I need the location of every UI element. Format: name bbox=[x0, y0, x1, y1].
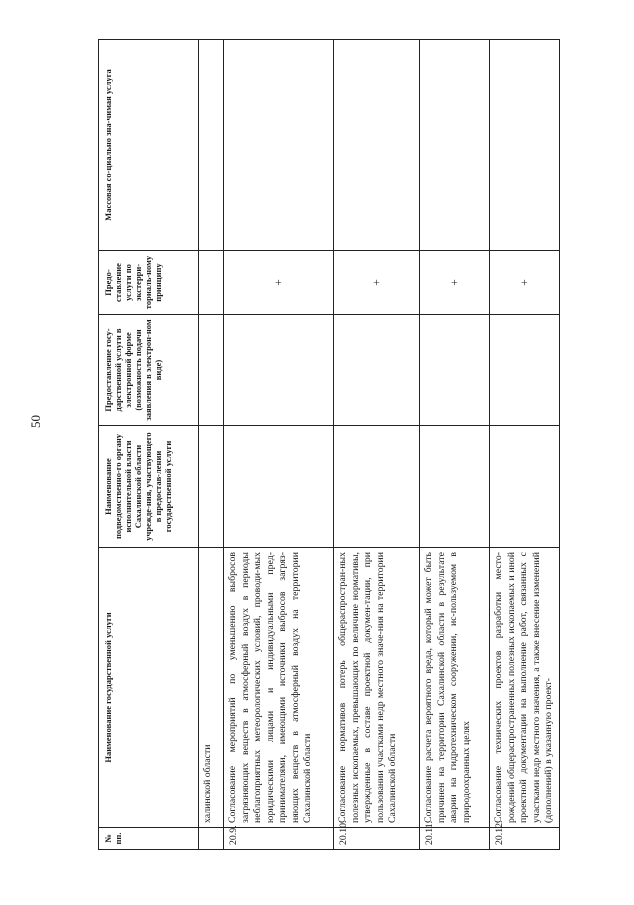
row-extraterritorial: + bbox=[334, 251, 420, 315]
row-agency bbox=[199, 426, 224, 548]
row-extraterritorial bbox=[199, 251, 224, 315]
row-extraterritorial: + bbox=[224, 251, 334, 315]
row-num bbox=[199, 828, 224, 850]
table-row bbox=[334, 40, 420, 850]
table-row bbox=[224, 40, 334, 850]
row-electronic bbox=[420, 315, 490, 426]
row-electronic bbox=[334, 315, 420, 426]
row-num: 20.10. bbox=[334, 828, 420, 850]
row-mass bbox=[224, 40, 334, 251]
header-electronic: Предоставление госу-дарственной услуги в электронной форме (возможность подачи заявления в электрон-ном виде) bbox=[99, 315, 199, 426]
row-extraterritorial: + bbox=[420, 251, 490, 315]
header-num: № пп. bbox=[99, 828, 199, 850]
header-agency: Наименование подведомственно-го органу исполнительной власти Сахалинской области учрежде-ния, участвующего в предостав-лении государственной услуги bbox=[99, 426, 199, 548]
row-electronic bbox=[199, 315, 224, 426]
header-mass: Массовая со-циально зна-чимая услуга bbox=[99, 40, 199, 251]
row-mass bbox=[420, 40, 490, 251]
table-row bbox=[199, 40, 224, 850]
row-electronic bbox=[490, 315, 560, 426]
table-header-row bbox=[99, 40, 199, 850]
row-agency bbox=[490, 426, 560, 548]
row-agency bbox=[334, 426, 420, 548]
row-electronic bbox=[224, 315, 334, 426]
row-num: 20.11. bbox=[420, 828, 490, 850]
row-service: Согласование нормативов потерь общераспростран-ных полезных ископаемых, превышающих по величине нормативы, утвержденные в составе проектной докумен-тации, при пользовании участками недр местного значе-ния на территории Сахалинской области bbox=[334, 548, 420, 828]
page-number: 50 bbox=[28, 415, 43, 428]
services-table bbox=[98, 39, 560, 850]
row-mass bbox=[199, 40, 224, 251]
row-extraterritorial: + bbox=[490, 251, 560, 315]
row-mass bbox=[490, 40, 560, 251]
services-table-rotated bbox=[98, 40, 555, 850]
row-service: халинской области bbox=[199, 548, 224, 828]
row-service: Согласование технических проектов разработки место-рождений общераспространенных полезных ископаемых и иной проектной документации на выполнение работ, связанных с участками недр местного значения, а также внесение изменений (дополнений) в указанную проект- bbox=[490, 548, 560, 828]
row-mass bbox=[334, 40, 420, 251]
row-service: Согласование мероприятий по уменьшению выбросов загрязняющих веществ в атмосферный воздух в периоды неблагоприятных метеорологических условий, проводи-мых юридическими лицами и индивидуальными пред-принимателями, имеющими источники выбросов загряз-няющих веществ в атмосферный воздух на территории Сахалинской области bbox=[224, 548, 334, 828]
row-num: 20.12. bbox=[490, 828, 560, 850]
header-service: Наименование государственной услуги bbox=[99, 548, 199, 828]
row-agency bbox=[224, 426, 334, 548]
table-row bbox=[420, 40, 490, 850]
table-row bbox=[490, 40, 560, 850]
header-extraterritorial: Предо-ставление услуги по экстерри-ториаль-ному принципу bbox=[99, 251, 199, 315]
row-num: 20.9. bbox=[224, 828, 334, 850]
row-agency bbox=[420, 426, 490, 548]
row-service: Согласование расчета вероятного вреда, который может быть причинен на территории Сахалинской области в результате аварии на гидротехническом сооружении, ис-пользуемом в природоохранных целях bbox=[420, 548, 490, 828]
